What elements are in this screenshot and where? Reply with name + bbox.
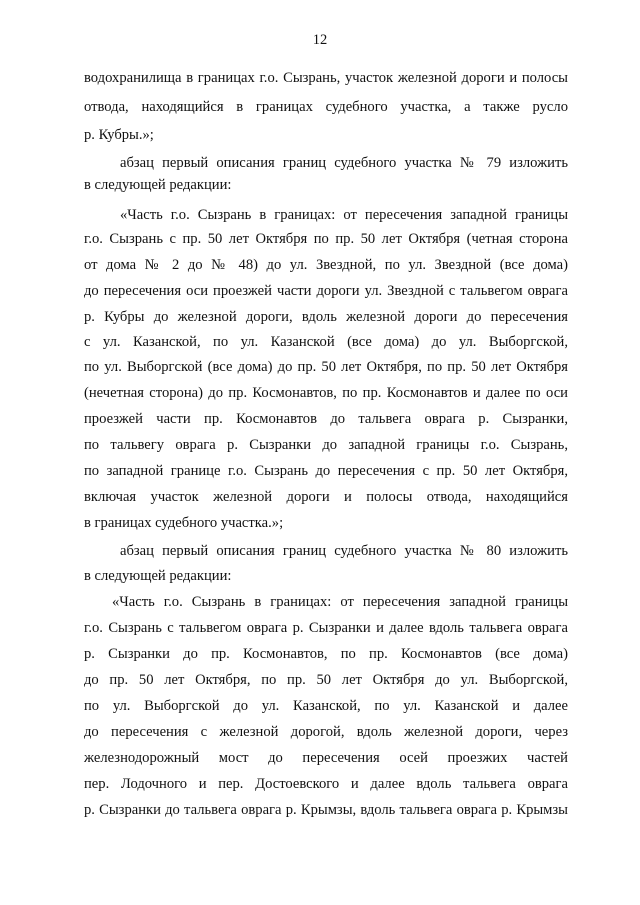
- paragraph-start-line: «Часть г.о. Сызрань в границах: от пересечения западной границы: [120, 207, 568, 223]
- text-line: до пересечения с железной дорогой, вдоль железной дороги, через: [84, 724, 568, 740]
- text-line: до пр. 50 лет Октября, по пр. 50 лет Октября до ул. Выборгской,: [84, 672, 568, 688]
- text-line: р. Кубры до железной дороги, вдоль железной дороги до пересечения: [84, 309, 568, 325]
- text-line: с ул. Казанской, по ул. Казанской (все дома) до ул. Выборгской,: [84, 334, 568, 350]
- text-line: р. Кубры.»;: [84, 127, 154, 143]
- text-line: по ул. Выборгской (все дома) до пр. 50 лет Октября, по пр. 50 лет Октября: [84, 359, 568, 375]
- text-line: в следующей редакции:: [84, 177, 232, 193]
- text-line: по ул. Выборгской до ул. Казанской, по ул. Казанской и далее: [84, 698, 568, 714]
- text-line: по западной границе г.о. Сызрань до пересечения с пр. 50 лет Октября,: [84, 463, 568, 479]
- text-line: р. Сызранки до тальвега оврага р. Крымзы, вдоль тальвега оврага р. Крымзы: [84, 802, 568, 818]
- paragraph-start-line: абзац первый описания границ судебного участка № 80 изложить: [120, 543, 568, 559]
- text-line: до пересечения оси проезжей части дороги ул. Звездной с тальвегом оврага: [84, 283, 568, 299]
- text-line: г.о. Сызрань с тальвегом оврага р. Сызранки и далее вдоль тальвега оврага: [84, 620, 568, 636]
- text-line: отвода, находящийся в границах судебного участка, а также русло: [84, 99, 568, 115]
- text-line: от дома № 2 до № 48) до ул. Звездной, по ул. Звездной (все дома): [84, 257, 568, 273]
- text-line: включая участок железной дороги и полосы отвода, находящийся: [84, 489, 568, 505]
- text-line: водохранилища в границах г.о. Сызрань, участок железной дороги и полосы: [84, 70, 568, 86]
- paragraph-start-line: «Часть г.о. Сызрань в границах: от пересечения западной границы: [112, 594, 568, 610]
- text-line: железнодорожный мост до пересечения осей проезжих частей: [84, 750, 568, 766]
- text-line: р. Сызранки до пр. Космонавтов, по пр. Космонавтов (все дома): [84, 646, 568, 662]
- text-line: в границах судебного участка.»;: [84, 515, 284, 531]
- text-line: (нечетная сторона) до пр. Космонавтов, по пр. Космонавтов и далее по оси: [84, 385, 568, 401]
- paragraph-start-line: абзац первый описания границ судебного участка № 79 изложить: [120, 155, 568, 171]
- text-line: г.о. Сызрань с пр. 50 лет Октября по пр. 50 лет Октября (четная сторона: [84, 231, 568, 247]
- text-line: в следующей редакции:: [84, 568, 232, 584]
- text-line: проезжей части пр. Космонавтов до тальвега оврага р. Сызранки,: [84, 411, 568, 427]
- text-line: пер. Лодочного и пер. Достоевского и далее вдоль тальвега оврага: [84, 776, 568, 792]
- page-number: 12: [312, 32, 328, 48]
- text-line: по тальвегу оврага р. Сызранки до западной границы г.о. Сызрань,: [84, 437, 568, 453]
